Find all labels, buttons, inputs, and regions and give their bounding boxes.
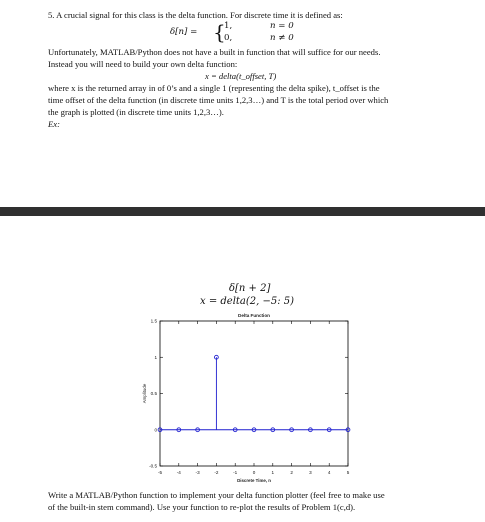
x-tick-label: 5 [346, 470, 350, 475]
x-tick-label: 1 [271, 470, 275, 475]
chart-title: Delta Function [238, 313, 270, 318]
x-tick-label: -4 [176, 470, 181, 475]
function-signature: x = delta(t_offset, T) [205, 71, 277, 81]
paragraph-line-2: Instead you will need to build your own delta function: [48, 59, 238, 69]
x-tick-label: 4 [327, 470, 331, 475]
example-expression-delta: δ[n + 2] [229, 283, 271, 294]
x-tick-label: 2 [290, 470, 293, 475]
delta-definition [170, 21, 350, 47]
problem-heading: 5. A crucial signal for this class is the delta function. For discrete time it is defined as: [48, 10, 343, 20]
y-tick-label: 1 [154, 354, 157, 360]
example-label: Ex: [48, 119, 60, 129]
x-tick-label: -1 [233, 470, 238, 475]
section-divider [0, 207, 485, 216]
where-line-2: time offset of the delta function (in discrete time units 1,2,3…) and T is the total period over which [48, 95, 389, 105]
where-line-3: the graph is plotted (in discrete time units 1,2,3…). [48, 107, 224, 117]
y-tick-label: 0.5 [150, 391, 157, 397]
x-tick-label: -5 [157, 470, 163, 475]
cases-brace: { [213, 20, 226, 44]
footer-line-1: Write a MATLAB/Python function to implement your delta function plotter (feel free to make use [48, 490, 385, 500]
paragraph-line-1: Unfortunately, MATLAB/Python does not have a built in function that will suffice for our needs. [48, 47, 381, 57]
chart-xlabel: Discrete Time, n [237, 478, 271, 483]
definition-lhs: δ[n] = [170, 27, 198, 37]
footer-line-2: of the built-in stem command). Use your function to re-plot the results of Problem 1(c,d). [48, 502, 356, 512]
plot-area [160, 321, 348, 466]
x-tick-label: -2 [214, 470, 219, 475]
case2-value: 0, [224, 33, 233, 43]
example-expression-call: x = delta(2, −5: 5) [200, 296, 295, 307]
chart-ylabel: Amplitude [142, 383, 147, 404]
y-tick-label: -0.5 [149, 463, 157, 469]
y-tick-label: 1.5 [150, 318, 157, 324]
delta-stem-chart [0, 308, 485, 490]
case1-value: 1, [224, 21, 233, 31]
where-line-1: where x is the returned array in of 0’s and a single 1 (representing the delta spike), t_offset is the [48, 83, 380, 93]
x-tick-label: 3 [309, 470, 312, 475]
case2-condition: n ≠ 0 [270, 33, 294, 43]
x-tick-label: -3 [195, 470, 200, 475]
x-tick-label: 0 [252, 470, 256, 475]
case1-condition: n = 0 [270, 21, 294, 31]
y-tick-label: 0 [154, 427, 157, 433]
